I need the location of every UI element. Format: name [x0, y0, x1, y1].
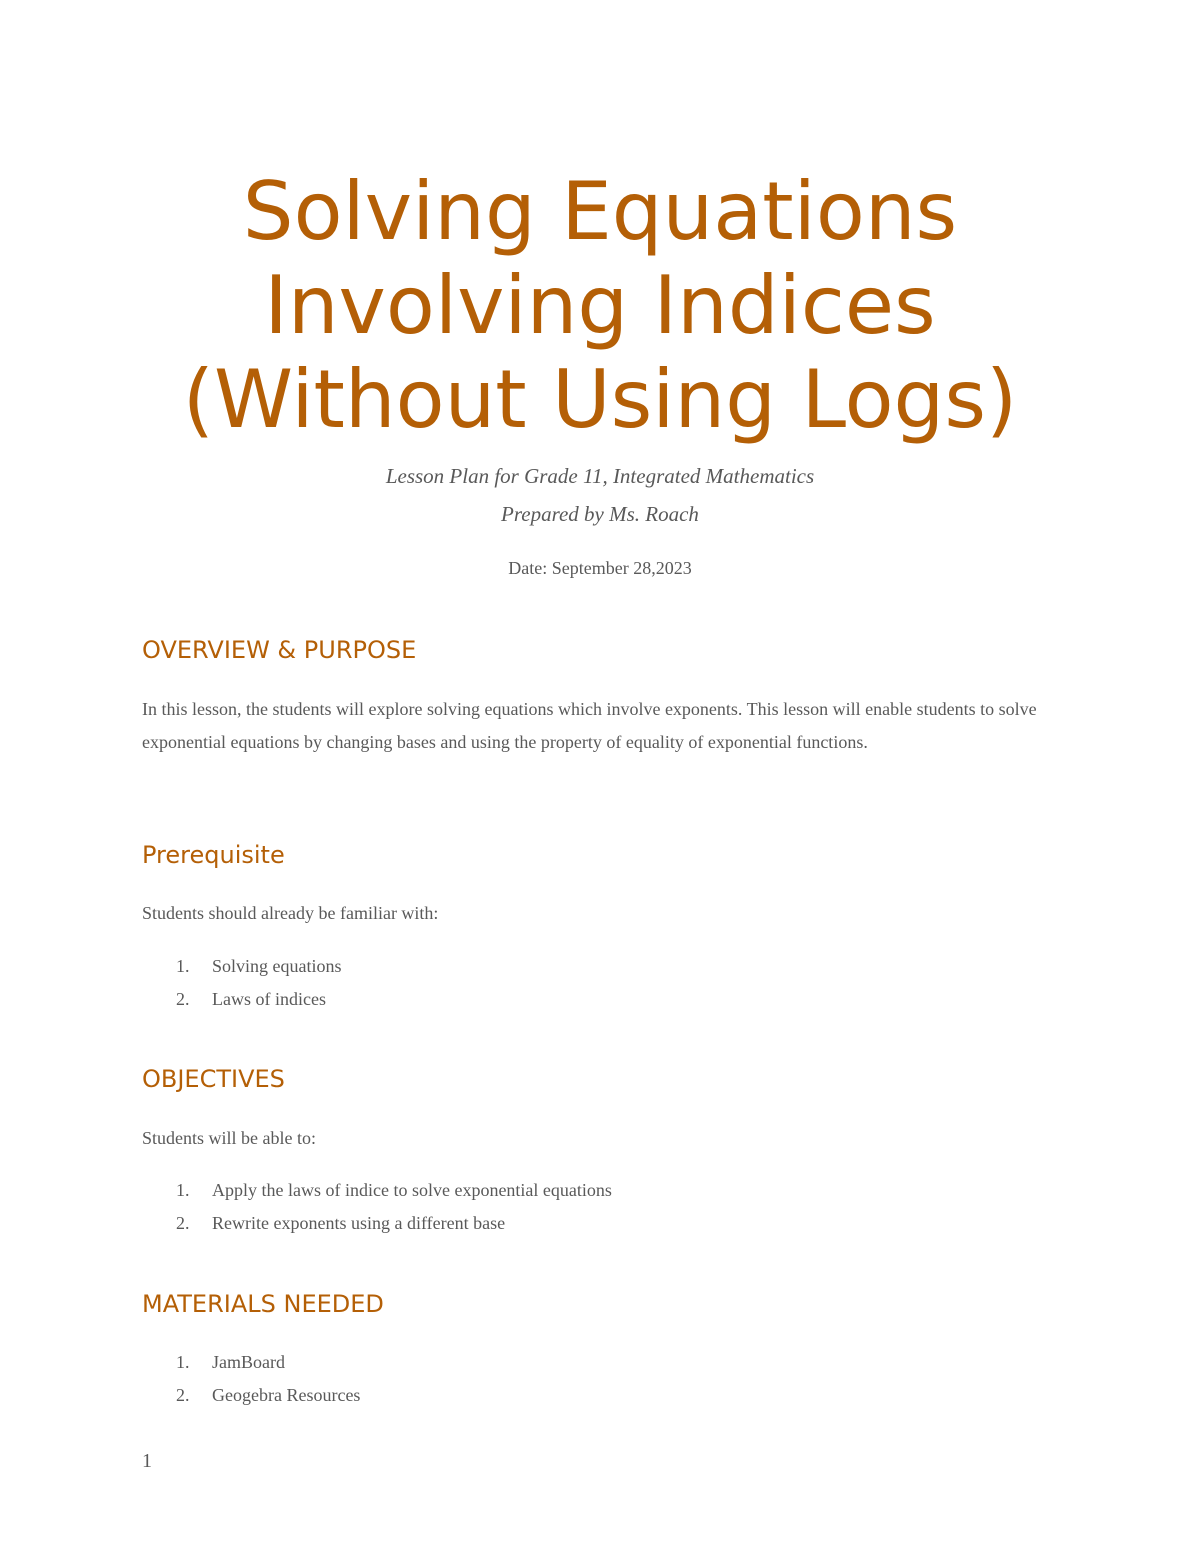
materials-heading: MATERIALS NEEDED: [142, 1290, 384, 1318]
list-item-number: 1.: [176, 1352, 190, 1372]
list-item-text: Apply the laws of indice to solve exponential equations: [212, 1180, 612, 1200]
list-item-number: 1.: [176, 956, 190, 976]
subtitle-prepared-by: Prepared by Ms. Roach: [501, 502, 699, 526]
page-number: 1: [142, 1450, 152, 1472]
list-item-text: Rewrite exponents using a different base: [212, 1212, 506, 1233]
list-item: [142, 1379, 360, 1412]
prerequisite-intro: Students should already be familiar with:: [142, 903, 439, 923]
list-item-text: Geogebra Resources: [212, 1384, 361, 1405]
title-line-2: Involving Indices: [264, 259, 936, 352]
list-item: [142, 983, 342, 1016]
list-item-text: JamBoard: [212, 1352, 285, 1372]
list-item: [142, 1174, 612, 1207]
overview-text: In this lesson, the students will explore solving equations which involve exponents. This lesson will enable students to solve exponential equations by changing bases and using the property of equality of exponential functions.: [142, 699, 1037, 752]
document-title: [0, 165, 1200, 447]
list-item-number: 2.: [176, 1212, 190, 1233]
prerequisite-heading: Prerequisite: [142, 841, 285, 869]
title-line-1: Solving Equations: [242, 165, 958, 258]
subtitle-lesson-plan: Lesson Plan for Grade 11, Integrated Mathematics: [385, 464, 815, 488]
list-item-number: 2.: [176, 988, 190, 1009]
list-item-text: Laws of indices: [212, 988, 326, 1009]
list-item: [142, 1207, 612, 1240]
list-item-number: 1.: [176, 1180, 190, 1200]
objectives-heading: OBJECTIVES: [142, 1065, 285, 1093]
list-item-text: Solving equations: [212, 956, 342, 976]
list-item: [142, 950, 342, 983]
objectives-intro: Students will be able to:: [142, 1128, 316, 1148]
overview-heading: OVERVIEW & PURPOSE: [142, 636, 417, 664]
list-item: [142, 1346, 360, 1379]
materials-list: [142, 1346, 360, 1411]
list-item-number: 2.: [176, 1384, 190, 1405]
title-line-3: (Without Using Logs): [182, 353, 1018, 446]
prerequisite-list: [142, 950, 342, 1015]
objectives-list: [142, 1174, 612, 1239]
lesson-date: Date: September 28,2023: [508, 558, 692, 578]
